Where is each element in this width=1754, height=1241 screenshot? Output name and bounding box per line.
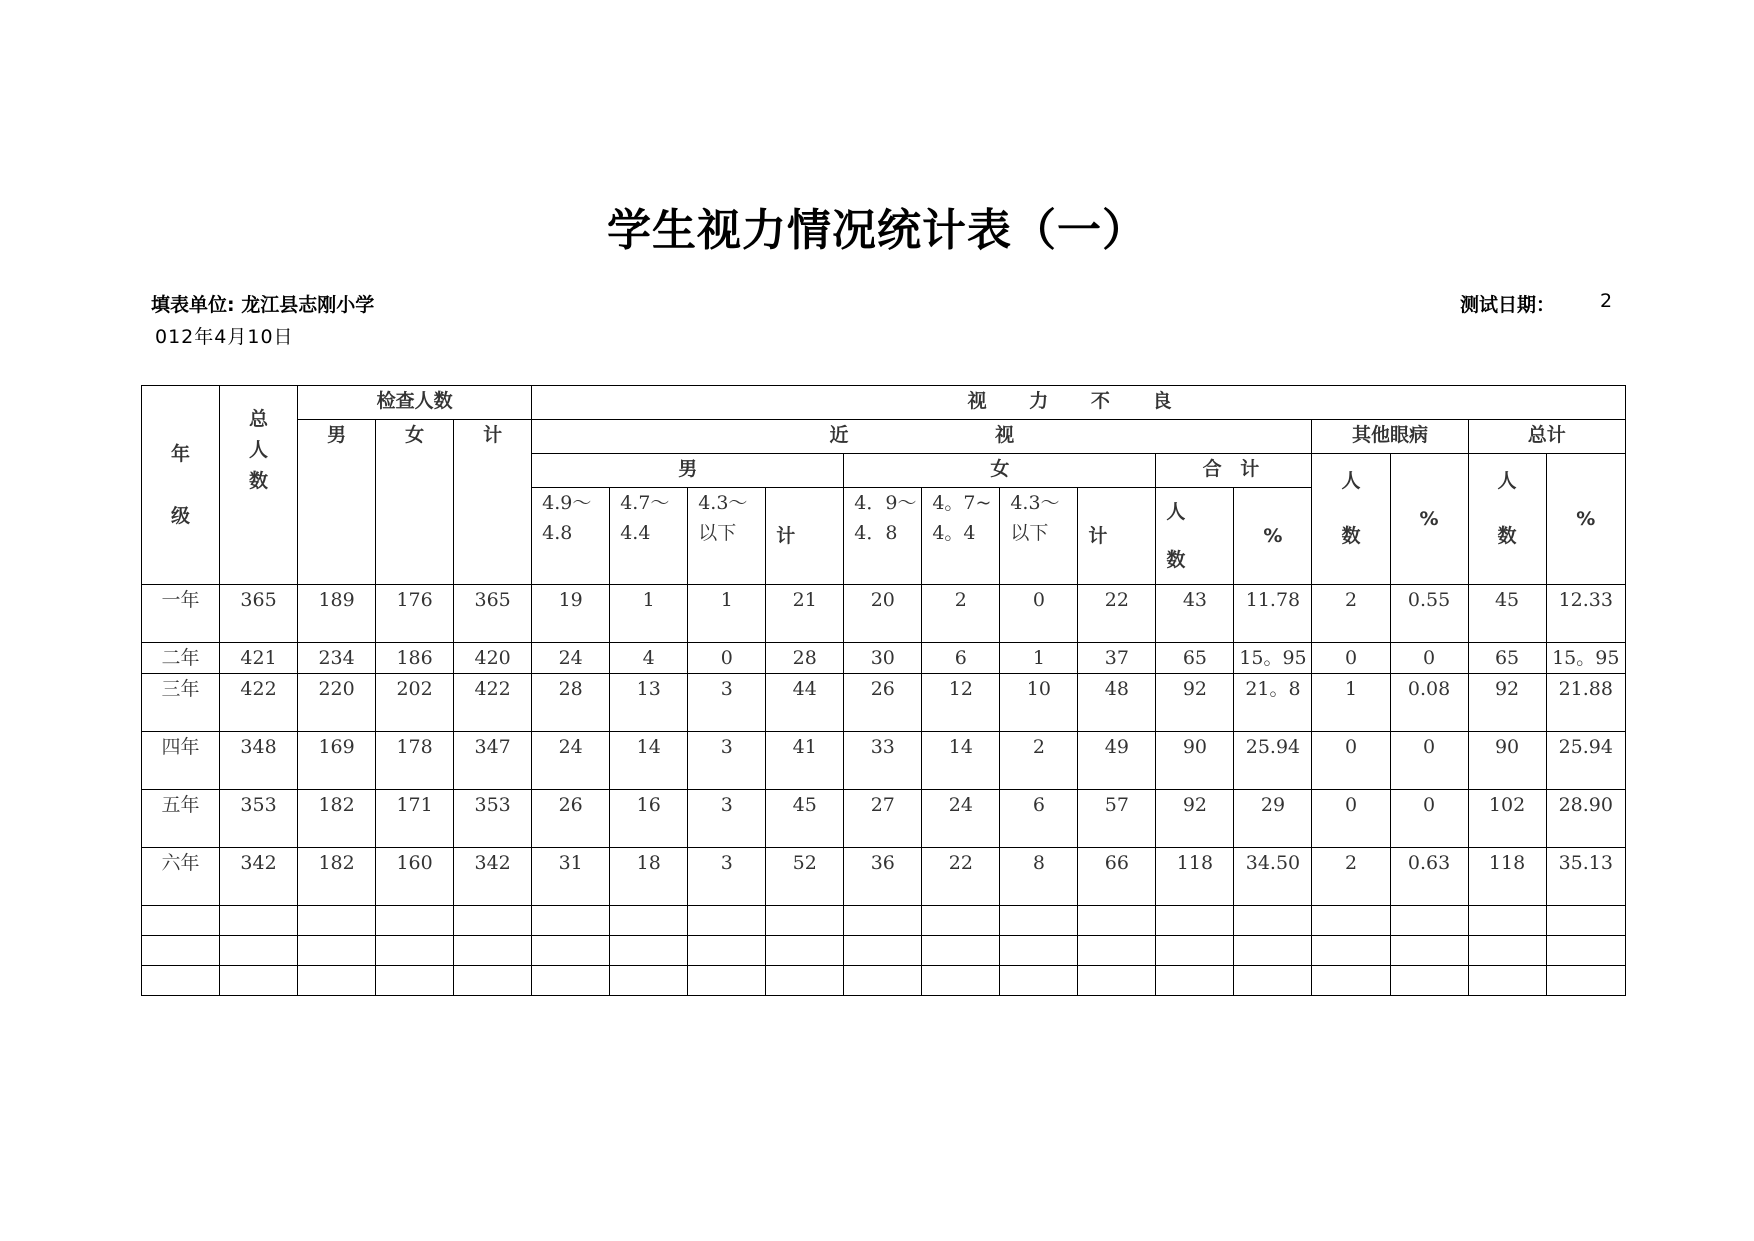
cell-female-count: 176 [376,585,454,643]
empty-cell [1234,936,1312,966]
empty-cell [376,966,454,996]
header-m-sum: 计 [766,488,844,585]
empty-cell [922,936,1000,966]
header-total-people-count: 人数 [1468,454,1546,585]
cell-female-sum: 22 [1078,585,1156,643]
empty-row [142,936,1626,966]
cell-other-percent: 0 [1390,732,1468,790]
table-body [142,585,1626,996]
unit-text: 填表单位: 龙江县志刚小学 [151,294,375,316]
header-female: 女 [376,420,454,585]
cell-total-people: 342 [220,848,298,906]
cell-male-sum: 44 [766,674,844,732]
empty-cell [1156,906,1234,936]
cell-checked-sum: 353 [454,790,532,848]
empty-cell [298,906,376,936]
header-total-people: 总人数 [220,386,298,585]
cell-grade: 一年 [142,585,220,643]
table-row [142,674,1626,732]
table-row [142,585,1626,643]
cell-female-range3: 10 [1000,674,1078,732]
header-other-people: 人数 [1312,454,1390,585]
header-checked: 检查人数 [298,386,532,420]
cell-female-range2: 22 [922,848,1000,906]
empty-cell [1078,966,1156,996]
empty-cell [688,906,766,936]
header-poor-vision: 视 力 不 良 [532,386,1626,420]
cell-female-count: 186 [376,643,454,674]
date-value-part1: 2 [1600,290,1613,312]
header-sum: 计 [454,420,532,585]
cell-total-percent: 25.94 [1546,732,1625,790]
cell-male-range2: 18 [610,848,688,906]
cell-female-range1: 27 [844,790,922,848]
empty-cell [1000,966,1078,996]
cell-combined-percent: 25.94 [1234,732,1312,790]
empty-cell [1312,906,1390,936]
date-label: 测试日期： [1460,294,1556,316]
cell-female-sum: 49 [1078,732,1156,790]
cell-female-count: 178 [376,732,454,790]
cell-total-people-count: 45 [1468,585,1546,643]
header-f-sum: 计 [1078,488,1156,585]
header-male: 男 [298,420,376,585]
cell-male-range2: 4 [610,643,688,674]
cell-combined-people: 118 [1156,848,1234,906]
cell-other-people: 2 [1312,848,1390,906]
empty-cell [220,936,298,966]
cell-female-sum: 37 [1078,643,1156,674]
cell-total-people-count: 65 [1468,643,1546,674]
cell-grade: 四年 [142,732,220,790]
cell-combined-people: 92 [1156,674,1234,732]
cell-female-range2: 24 [922,790,1000,848]
empty-row [142,966,1626,996]
page-title: 学生视力情况统计表（一） [607,205,1147,256]
cell-total-people-count: 92 [1468,674,1546,732]
cell-female-sum: 57 [1078,790,1156,848]
cell-male-sum: 21 [766,585,844,643]
cell-male-range1: 24 [532,643,610,674]
empty-cell [766,936,844,966]
table-row [142,643,1626,674]
empty-cell [220,906,298,936]
cell-combined-percent: 21。8 [1234,674,1312,732]
empty-cell [532,936,610,966]
empty-cell [1468,936,1546,966]
header-total-percent: % [1546,454,1625,585]
empty-cell [142,966,220,996]
empty-cell [1078,936,1156,966]
empty-cell [844,906,922,936]
header-m-range3: 4.3～以下 [688,488,766,585]
empty-cell [298,936,376,966]
empty-cell [142,906,220,936]
cell-female-range2: 12 [922,674,1000,732]
cell-total-people: 421 [220,643,298,674]
cell-other-people: 0 [1312,732,1390,790]
cell-total-people: 365 [220,585,298,643]
cell-male-range2: 16 [610,790,688,848]
empty-cell [610,936,688,966]
cell-female-sum: 48 [1078,674,1156,732]
header-grade: 年级 [142,386,220,585]
header-m-range1: 4.9～4.8 [532,488,610,585]
cell-female-range2: 14 [922,732,1000,790]
header-combined-percent: % [1234,488,1312,585]
cell-male-sum: 52 [766,848,844,906]
empty-cell [1312,966,1390,996]
cell-female-range1: 36 [844,848,922,906]
cell-male-sum: 28 [766,643,844,674]
empty-cell [610,906,688,936]
header-myopia-male: 男 [532,454,844,488]
cell-total-people-count: 90 [1468,732,1546,790]
empty-cell [922,966,1000,996]
cell-combined-people: 43 [1156,585,1234,643]
cell-male-sum: 45 [766,790,844,848]
empty-cell [610,966,688,996]
cell-female-range1: 30 [844,643,922,674]
empty-cell [688,966,766,996]
empty-cell [454,906,532,936]
cell-checked-sum: 365 [454,585,532,643]
cell-male-range3: 0 [688,643,766,674]
empty-cell [298,966,376,996]
cell-checked-sum: 422 [454,674,532,732]
cell-other-people: 2 [1312,585,1390,643]
empty-cell [844,966,922,996]
cell-male-range1: 28 [532,674,610,732]
header-myopia-female: 女 [844,454,1156,488]
empty-cell [532,966,610,996]
cell-checked-sum: 342 [454,848,532,906]
empty-cell [220,966,298,996]
cell-male-range1: 19 [532,585,610,643]
cell-female-range3: 1 [1000,643,1078,674]
empty-cell [1468,966,1546,996]
cell-checked-sum: 347 [454,732,532,790]
empty-cell [1078,906,1156,936]
empty-cell [766,906,844,936]
empty-cell [1234,966,1312,996]
cell-male-range1: 26 [532,790,610,848]
empty-cell [1390,906,1468,936]
cell-combined-percent: 11.78 [1234,585,1312,643]
cell-total-people: 353 [220,790,298,848]
header-other-eye: 其他眼病 [1312,420,1468,454]
empty-row [142,906,1626,936]
cell-male-range1: 31 [532,848,610,906]
cell-female-sum: 66 [1078,848,1156,906]
cell-male-range2: 13 [610,674,688,732]
date-value-part2: 012年4月10日 [155,326,294,348]
cell-other-people: 0 [1312,790,1390,848]
cell-female-range2: 2 [922,585,1000,643]
cell-male-range3: 3 [688,674,766,732]
empty-cell [376,906,454,936]
header-myopia: 近 视 [532,420,1312,454]
cell-grade: 六年 [142,848,220,906]
empty-cell [142,936,220,966]
cell-total-percent: 28.90 [1546,790,1625,848]
cell-combined-people: 92 [1156,790,1234,848]
cell-male-range3: 3 [688,790,766,848]
header-m-range2: 4.7～4.4 [610,488,688,585]
empty-cell [1468,906,1546,936]
cell-grade: 三年 [142,674,220,732]
table-row [142,790,1626,848]
empty-cell [376,936,454,966]
cell-total-people-count: 102 [1468,790,1546,848]
cell-other-percent: 0.08 [1390,674,1468,732]
cell-male-count: 182 [298,790,376,848]
empty-cell [454,966,532,996]
table-row [142,848,1626,906]
header-f-range2: 4。7~4。4 [922,488,1000,585]
empty-cell [454,936,532,966]
cell-female-range3: 6 [1000,790,1078,848]
empty-cell [1000,906,1078,936]
cell-grade: 二年 [142,643,220,674]
cell-female-count: 202 [376,674,454,732]
empty-cell [1390,936,1468,966]
cell-male-count: 189 [298,585,376,643]
cell-female-count: 160 [376,848,454,906]
cell-male-range3: 3 [688,848,766,906]
empty-cell [1000,936,1078,966]
cell-other-percent: 0.55 [1390,585,1468,643]
unit-label [151,290,374,317]
header-other-percent: % [1390,454,1468,585]
cell-male-sum: 41 [766,732,844,790]
cell-male-count: 182 [298,848,376,906]
cell-male-range3: 1 [688,585,766,643]
cell-male-range1: 24 [532,732,610,790]
empty-cell [1546,936,1625,966]
cell-female-range1: 26 [844,674,922,732]
cell-combined-percent: 29 [1234,790,1312,848]
empty-cell [1156,966,1234,996]
header-f-range3: 4.3～以下 [1000,488,1078,585]
cell-total-percent: 15。95 [1546,643,1625,674]
cell-grade: 五年 [142,790,220,848]
header-combined: 合 计 [1156,454,1312,488]
cell-male-range2: 14 [610,732,688,790]
empty-cell [688,936,766,966]
cell-male-count: 220 [298,674,376,732]
table-row [142,732,1626,790]
cell-combined-people: 90 [1156,732,1234,790]
empty-cell [922,906,1000,936]
cell-female-range3: 2 [1000,732,1078,790]
empty-cell [766,966,844,996]
cell-female-range3: 8 [1000,848,1078,906]
cell-total-people: 422 [220,674,298,732]
empty-cell [1156,936,1234,966]
empty-cell [1312,936,1390,966]
empty-cell [844,936,922,966]
cell-total-percent: 35.13 [1546,848,1625,906]
empty-cell [1546,966,1625,996]
cell-other-percent: 0 [1390,790,1468,848]
cell-other-percent: 0 [1390,643,1468,674]
cell-female-range3: 0 [1000,585,1078,643]
vision-stats-table [141,385,1626,996]
cell-male-count: 234 [298,643,376,674]
cell-other-people: 1 [1312,674,1390,732]
cell-checked-sum: 420 [454,643,532,674]
cell-female-range1: 20 [844,585,922,643]
empty-cell [1546,906,1625,936]
cell-total-percent: 21.88 [1546,674,1625,732]
cell-other-people: 0 [1312,643,1390,674]
header-f-range1: 4．9～4．8 [844,488,922,585]
cell-combined-percent: 15。95 [1234,643,1312,674]
cell-male-range3: 3 [688,732,766,790]
cell-total-percent: 12.33 [1546,585,1625,643]
cell-other-percent: 0.63 [1390,848,1468,906]
cell-total-people: 348 [220,732,298,790]
empty-cell [1390,966,1468,996]
cell-combined-percent: 34.50 [1234,848,1312,906]
cell-male-count: 169 [298,732,376,790]
cell-female-count: 171 [376,790,454,848]
cell-total-people-count: 118 [1468,848,1546,906]
cell-male-range2: 1 [610,585,688,643]
empty-cell [1234,906,1312,936]
header-combined-people: 人数 [1156,488,1234,585]
empty-cell [532,906,610,936]
header-total: 总计 [1468,420,1625,454]
cell-female-range2: 6 [922,643,1000,674]
cell-combined-people: 65 [1156,643,1234,674]
cell-female-range1: 33 [844,732,922,790]
